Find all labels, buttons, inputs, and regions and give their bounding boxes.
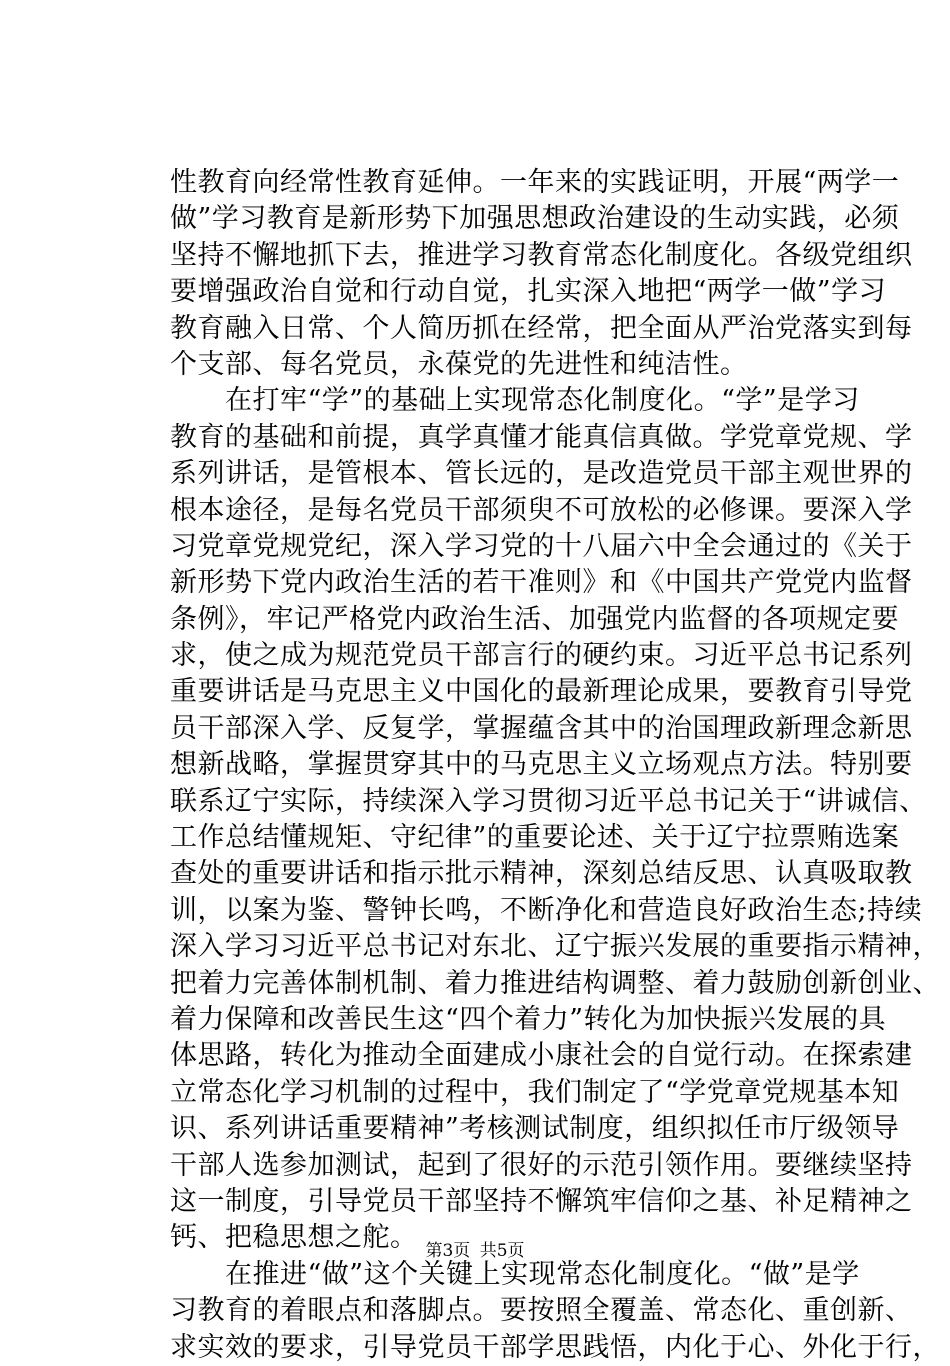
- document-body: [170, 165, 940, 1366]
- text-line: 求，使之成为规范党员干部言行的硬约束。习近平总书记系列: [170, 640, 913, 672]
- text-line: 体思路，转化为推动全面建成小康社会的自觉行动。在探索建: [170, 1040, 913, 1072]
- text-line: 要增强政治自觉和行动自觉，扎实深入地把“两学一做”学习: [170, 276, 887, 308]
- text-line: 系列讲话，是管根本、管长远的，是改造党员干部主观世界的: [170, 458, 913, 490]
- text-line: 干部人选参加测试，起到了很好的示范引领作用。要继续坚持: [170, 1149, 913, 1181]
- page-number: 第3页: [425, 1241, 471, 1261]
- page-total: 共5页: [479, 1241, 525, 1261]
- text-line: 着力保障和改善民生这“四个着力”转化为加快振兴发展的具: [170, 1003, 887, 1035]
- text-line: 教育融入日常、个人简历抓在经常，把全面从严治党落实到每: [170, 312, 913, 344]
- text-line: 性教育向经常性教育延伸。一年来的实践证明，开展“两学一: [170, 167, 900, 198]
- text-line: 把着力完善体制机制、着力推进结构调整、着力鼓励创新创业、: [170, 967, 940, 999]
- text-line: 重要讲话是马克思主义中国化的最新理论成果，要教育引导党: [170, 676, 913, 708]
- text-line: 工作总结懂规矩、守纪律”的重要论述、关于辽宁拉票贿选案: [170, 822, 900, 854]
- text-line: 习党章党规党纪，深入学习党的十八届六中全会通过的《关于: [170, 530, 913, 562]
- text-line: 训，以案为鉴、警钟长鸣，不断净化和营造良好政治生态;持续: [170, 894, 923, 926]
- page-footer: [0, 1240, 950, 1262]
- text-line: 员干部深入学、反复学，掌握蕴含其中的治国理政新理念新思: [170, 712, 913, 744]
- text-line: 根本途径，是每名党员干部须臾不可放松的必修课。要深入学: [170, 494, 913, 526]
- text-line: 习教育的着眼点和落脚点。要按照全覆盖、常态化、重创新、: [170, 1295, 913, 1327]
- text-line: 教育的基础和前提，真学真懂才能真信真做。学党章党规、学: [170, 421, 913, 453]
- text-line: 求实效的要求，引导党员干部学思践悟，内化于心、外化于行，: [170, 1331, 940, 1363]
- text-line: 识、系列讲话重要精神”考核测试制度，组织拟任市厅级领导: [170, 1113, 900, 1145]
- text-line: 深入学习习近平总书记对东北、辽宁振兴发展的重要指示精神，: [170, 931, 940, 963]
- text-line: 想新战略，掌握贯穿其中的马克思主义立场观点方法。特别要: [170, 749, 913, 781]
- text-line: 坚持不懈地抓下去，推进学习教育常态化制度化。各级党组织: [170, 239, 913, 271]
- text-line: 在推进“做”这个关键上实现常态化制度化。“做”是学: [170, 1258, 860, 1290]
- text-line: 钙、把稳思想之舵。: [170, 1222, 418, 1254]
- text-line: 新形势下党内政治生活的若干准则》和《中国共产党党内监督: [170, 567, 913, 599]
- text-line: 联系辽宁实际，持续深入学习贯彻习近平总书记关于“讲诚信、: [170, 785, 927, 817]
- text-line: 立常态化学习机制的过程中，我们制定了“学党章党规基本知: [170, 1076, 900, 1108]
- text-line: 查处的重要讲话和指示批示精神，深刻总结反思、认真吸取教: [170, 858, 913, 890]
- text-line: 这一制度，引导党员干部坚持不懈筑牢信仰之基、补足精神之: [170, 1185, 913, 1217]
- text-line: 做”学习教育是新形势下加强思想政治建设的生动实践，必须: [170, 203, 900, 235]
- text-line: 个支部、每名党员，永葆党的先进性和纯洁性。: [170, 348, 748, 380]
- text-line: 条例》，牢记严格党内政治生活、加强党内监督的各项规定要: [170, 603, 899, 635]
- text-line: 在打牢“学”的基础上实现常态化制度化。“学”是学习: [170, 385, 860, 417]
